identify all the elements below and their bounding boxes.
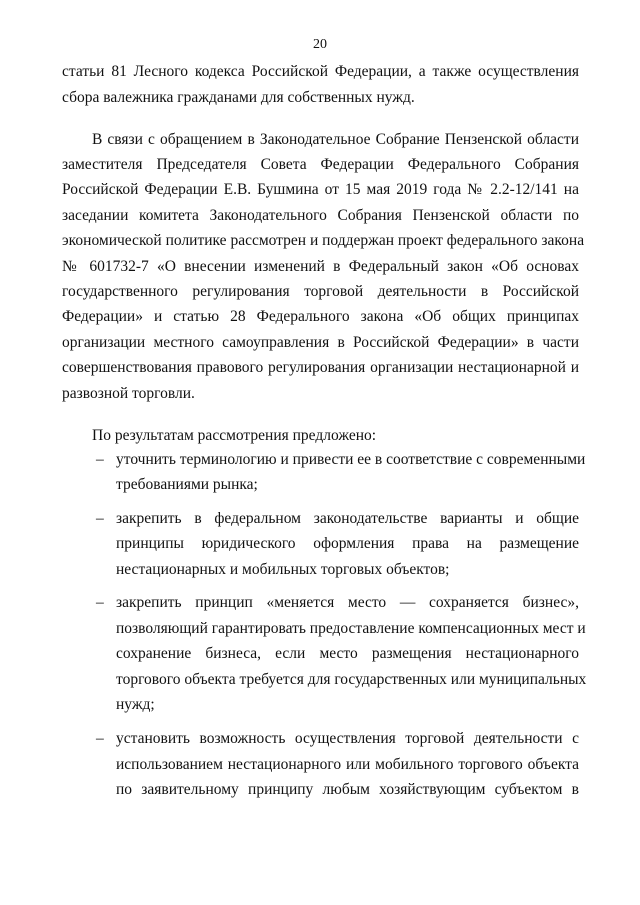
intro-line: сбора валежника гражданами для собственных нужд. [62,89,415,106]
bullet-line: установить возможность осуществления торговой деятельности с [116,730,579,747]
bullet-line: торгового объекта требуется для государственных или муниципальных [116,671,587,688]
bullet-line: уточнить терминологию и привести ее в соответствие с современными [116,451,586,468]
results-heading: По результатам рассмотрения предложено: [92,427,377,444]
paragraph-line: заседании комитета Законодательного Собрания Пензенской области по [62,207,579,224]
paragraph-line: заместителя Председателя Совета Федерации Федерального Собрания [62,156,579,173]
bullet-line: требованиями рынка; [116,476,258,493]
bullet-line: принципы юридического оформления права на размещение [116,535,579,552]
bullet-marker: – [96,730,104,747]
intro-line: статьи 81 Лесного кодекса Российской Федерации, а также осуществления [62,63,579,80]
paragraph-line: Федерации» и статью 28 Федерального закона «Об общих принципах [62,308,579,325]
page-number: 20 [313,37,327,52]
paragraph-line: экономической политике рассмотрен и поддержан проект федерального закона [62,232,585,249]
bullet-marker: – [96,510,104,527]
bullet-marker: – [96,451,104,468]
bullet-line: сохранение бизнеса, если место размещения нестационарного [116,645,579,662]
bullet-line: закрепить в федеральном законодательстве варианты и общие [116,510,579,527]
bullet-marker: – [96,594,104,611]
bullet-line: нужд; [116,696,155,713]
paragraph-line: организации местного самоуправления в Российской Федерации» в части [62,334,579,351]
paragraph-line: № 601732-7 «О внесении изменений в Федеральный закон «Об основах [62,258,579,275]
paragraph-line: развозной торговли. [62,385,195,402]
paragraph-line: В связи с обращением в Законодательное Собрание Пензенской области [92,131,579,148]
bullet-line: использованием нестационарного или мобильного торгового объекта [116,756,579,773]
paragraph-line: совершенствования правового регулирования организации нестационарной и [62,359,579,376]
paragraph-line: Российской Федерации Е.В. Бушмина от 15 мая 2019 года № 2.2-12/141 на [62,181,579,198]
bullet-line: по заявительному принципу любым хозяйствующим субъектом в [116,781,579,798]
bullet-line: закрепить принцип «меняется место — сохраняется бизнес», [116,594,579,611]
paragraph-line: государственного регулирования торговой деятельности в Российской [62,283,579,300]
bullet-line: нестационарных и мобильных торговых объектов; [116,561,450,578]
bullet-line: позволяющий гарантировать предоставление компенсационных мест и [116,620,586,637]
